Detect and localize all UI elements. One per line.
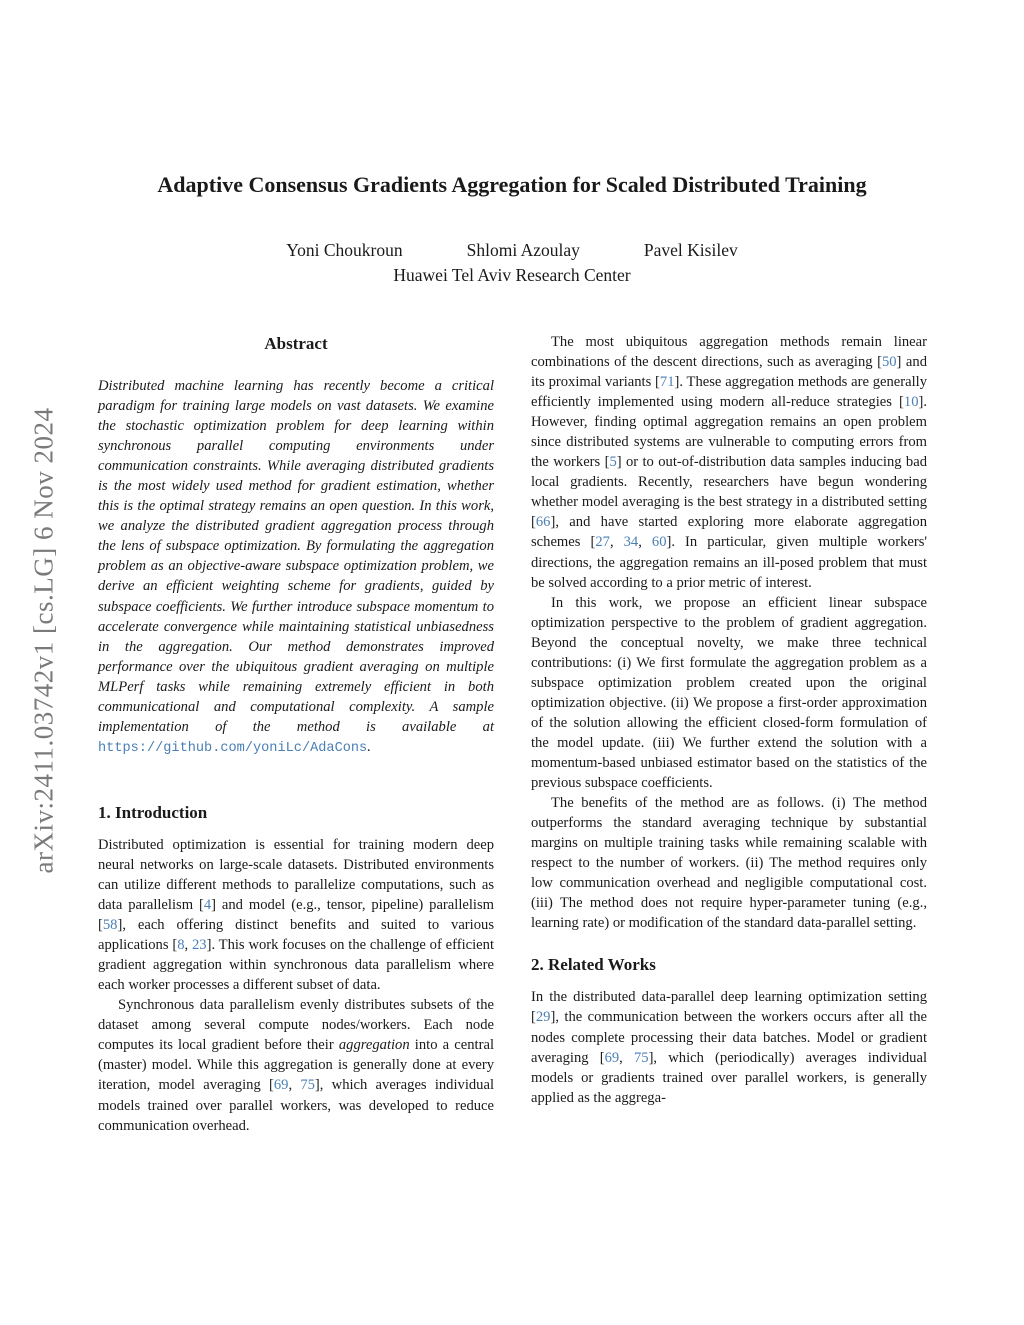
- arxiv-sidebar: [24, 350, 64, 930]
- author-2: Shlomi Azoulay: [466, 240, 580, 260]
- citation[interactable]: 69: [273, 1077, 289, 1094]
- abstract-heading: Abstract: [264, 334, 328, 353]
- author-3: Pavel Kisilev: [643, 240, 738, 260]
- intro-paragraph-2: Synchronous data parallelism evenly distributes subsets of the dataset among several compute nodes/workers. Each node computes its local gradient before their aggregation into a central (master) model. While this aggregation is generally done at every iteration, model averaging [69, 75], which averages individual models trained over parallel workers, was developed to reduce communication overhead.: [98, 997, 495, 1134]
- right-paragraph-1: The most ubiquitous aggregation methods remain linear combinations of the descent directions, such as averaging [50] and its proximal variants [71]. These aggregation methods are generally efficiently implemented using modern all-reduce strategies [10]. However, finding optimal aggregation remains an open problem since distributed systems are vulnerable to computing errors from the workers [5] or to out-of-distribution data samples inducing bad local gradients. Recently, researchers have begun wondering whether model averaging is the best strategy in a distributed setting [66], and have started exploring more elaborate aggregation schemes [27, 34, 60]. In particular, given multiple workers' directions, the aggregation remains an ill-posed problem that must be solved according to a prior metric of interest.: [531, 334, 928, 591]
- abstract-body: Distributed machine learning has recently become a critical paradigm for training large models on vast datasets. We examine the stochastic optimization problem for deep learning within synchronous parallel computing environments under communication constraints. While averaging distributed gradients is the most widely used method for gradient estimation, whether this is the optimal strategy remains an open question. In this work, we analyze the distributed gradient aggregation process through the lens of subspace optimization. By formulating the aggregation problem as an objective-aware subspace optimization problem, we derive an efficient weighting scheme for gradients, guided by subspace coefficients. We further introduce subspace momentum to accelerate convergence while maintaining statistical unbiasedness in the aggregation. Our method demonstrates improved performance over the ubiquitous gradient averaging on multiple MLPerf tasks while remaining extremely efficient in both communicational and computational complexity. A sample implementation of the method is available at https://github.com/yoniLc/AdaCons.: [98, 378, 494, 756]
- affiliation: Huawei Tel Aviv Research Center: [393, 265, 631, 285]
- citation[interactable]: 29: [535, 1009, 551, 1026]
- citation[interactable]: 69: [604, 1049, 620, 1066]
- citation[interactable]: 66: [535, 514, 551, 531]
- right-paragraph-3: The benefits of the method are as follows. (i) The method outperforms the standard averaging technique by substantial margins on multiple training tasks while remaining scalable with respect to the number of workers. (ii) The method requires only low communication overhead and negligible computational cost. (iii) The method does not require hyper-parameter tuning (e.g., learning rate) or modification of the standard data-parallel setting.: [531, 795, 927, 932]
- intro-paragraph-1: Distributed optimization is essential for training modern deep neural networks on large-scale datasets. Distributed environments can utilize different methods to parallelize computations, such as data parallelism [4] and model (e.g., tensor, pipeline) parallelism [58], each offering distinct benefits and suited to various applications [8, 23]. This work focuses on the challenge of efficient gradient aggregation within synchronous data parallelism where each worker processes a different subset of data.: [98, 836, 495, 994]
- citation[interactable]: 58: [102, 917, 118, 934]
- citation[interactable]: 60: [651, 534, 667, 551]
- related-paragraph-1: In the distributed data-parallel deep learning optimization setting [29], the communication between the workers occurs after all the nodes complete processing their data batches. Model or gradient averaging [69, 75], which (periodically) averages individual models or gradients trained over parallel workers, is generally applied as the aggrega-: [531, 989, 928, 1106]
- left-column: [98, 332, 494, 1136]
- arxiv-identifier: arXiv:2411.03742v1 [cs.LG] 6 Nov 2024: [28, 407, 59, 873]
- citation[interactable]: 5: [609, 454, 617, 471]
- citation[interactable]: 27: [595, 534, 610, 551]
- author-1: Yoni Choukroun: [286, 240, 403, 260]
- citation[interactable]: 4: [203, 897, 212, 914]
- author-list: [98, 240, 926, 261]
- citation[interactable]: 34: [623, 534, 639, 551]
- paper-title: Adaptive Consensus Gradients Aggregation for Scaled Distributed Training: [157, 172, 867, 197]
- citation[interactable]: 23: [192, 937, 207, 954]
- right-paragraph-2: In this work, we propose an efficient linear subspace optimization perspective to the problem of gradient aggregation. Beyond the conceptual novelty, we make three technical contributions: (i) We first formulate the aggregation problem as a subspace optimization problem created upon the original optimization objective. (ii) We propose a first-order approximation of the solution allowing the efficient closed-form formulation of the model update. (iii) We further extend the solution with a momentum-based unbiased estimator based on the statistics of the previous subspace coefficients.: [531, 594, 927, 792]
- related-works-heading: 2. Related Works: [531, 955, 656, 975]
- citation[interactable]: 10: [903, 394, 919, 411]
- citation[interactable]: 8: [177, 937, 185, 954]
- citation[interactable]: 50: [881, 354, 897, 371]
- code-link[interactable]: https://github.com/yoniLc/AdaCons: [98, 740, 368, 756]
- citation[interactable]: 75: [300, 1077, 315, 1094]
- introduction-heading: 1. Introduction: [98, 802, 208, 822]
- right-column: [531, 332, 927, 1108]
- citation[interactable]: 75: [633, 1049, 649, 1066]
- citation[interactable]: 71: [659, 374, 675, 391]
